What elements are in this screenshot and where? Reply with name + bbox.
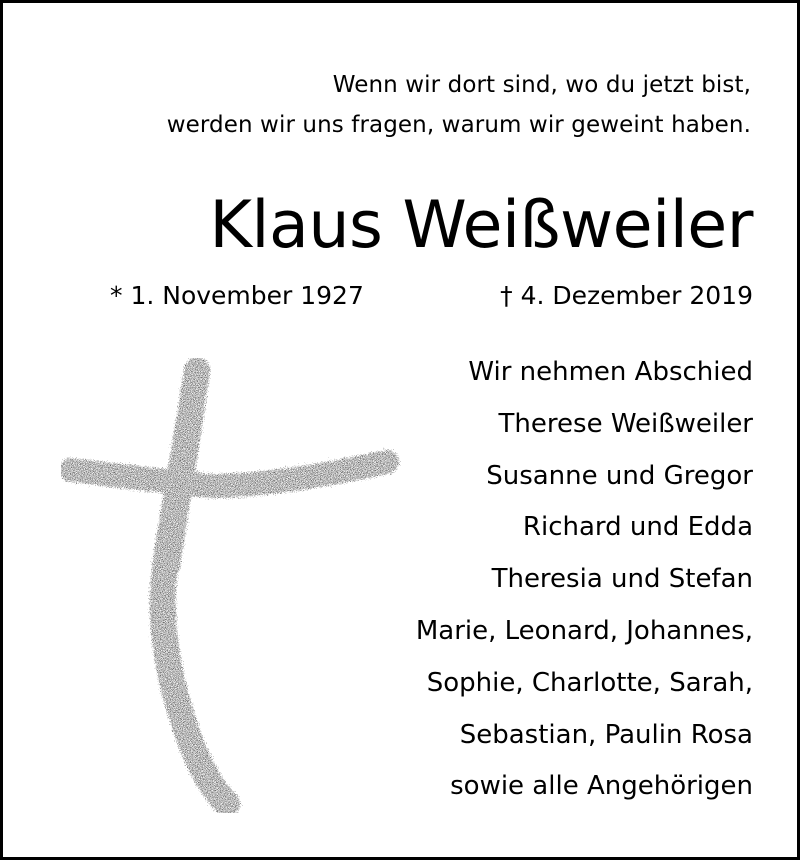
quote-line-1: Wenn wir dort sind, wo du jetzt bist, bbox=[332, 72, 751, 98]
mourner-line: Susanne und Gregor bbox=[486, 460, 753, 491]
cross-icon bbox=[61, 358, 401, 813]
quote-block bbox=[167, 65, 751, 145]
mourners-list bbox=[416, 347, 753, 813]
death-date: † 4. Dezember 2019 bbox=[500, 281, 753, 310]
birth-date: * 1. November 1927 bbox=[110, 281, 364, 310]
quote-line-2: werden wir uns fragen, warum wir geweint haben. bbox=[166, 112, 751, 138]
mourner-line: Sebastian, Paulin Rosa bbox=[459, 719, 753, 750]
mourner-line: Marie, Leonard, Johannes, bbox=[415, 615, 753, 646]
mourner-line: Sophie, Charlotte, Sarah, bbox=[426, 667, 753, 698]
mourner-line: Therese Weißweiler bbox=[498, 408, 753, 439]
deceased-name: Klaus Weißweiler bbox=[209, 188, 753, 263]
mourner-line: Richard und Edda bbox=[522, 512, 753, 543]
mourner-line: Theresia und Stefan bbox=[491, 564, 753, 595]
mourner-line: sowie alle Angehörigen bbox=[450, 771, 753, 802]
mourner-line: Wir nehmen Abschied bbox=[468, 357, 753, 387]
